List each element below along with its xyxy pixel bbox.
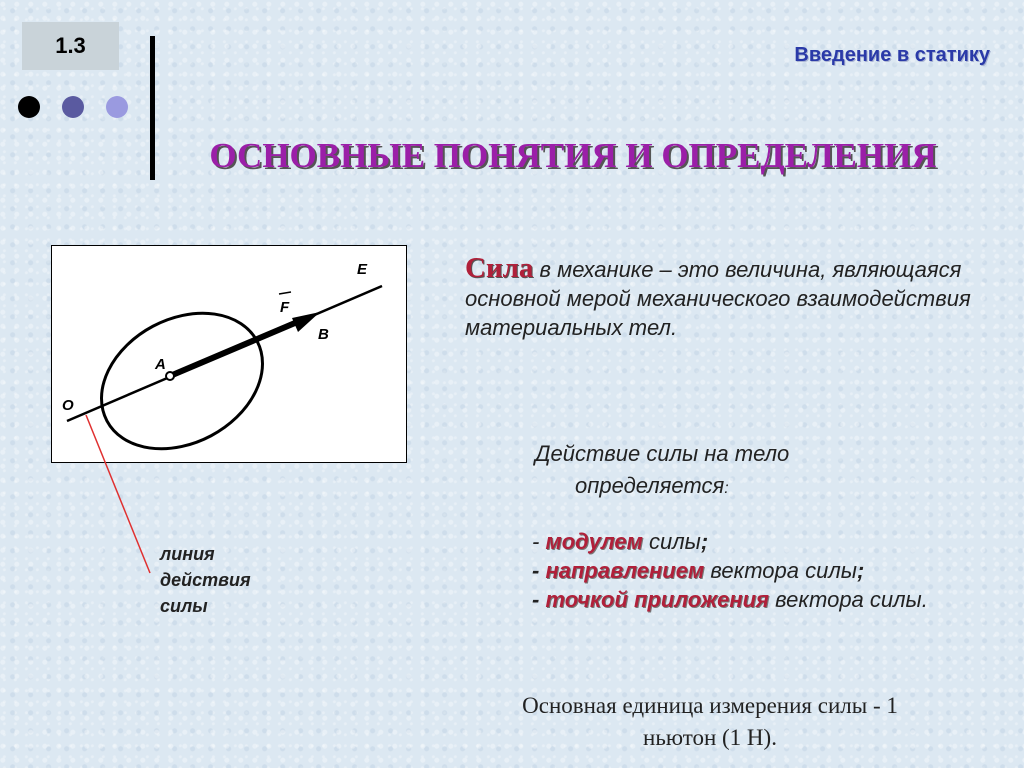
action-line-1: Действие силы на тело <box>535 441 790 466</box>
callout-line-3: силы <box>160 596 208 616</box>
action-line-2: определяется: <box>575 473 729 498</box>
slide-number: 1.3 <box>22 22 119 70</box>
unit-note-line-1: Основная единица измерения силы - 1 <box>522 693 898 718</box>
header-title: Введение в статику <box>794 44 990 66</box>
force-properties <box>532 527 1002 614</box>
definition-term: Сила <box>465 252 534 284</box>
main-title: ОСНОВНЫЕ ПОНЯТИЯ И ОПРЕДЕЛЕНИЯ <box>209 136 937 175</box>
callout-line <box>86 415 150 573</box>
callout-line-1: линия <box>160 544 215 564</box>
property-application-point: - точкой приложения вектора силы. <box>532 587 928 612</box>
unit-note <box>440 690 980 754</box>
property-direction: - направлением вектора силы; <box>532 558 865 583</box>
label-A: A <box>155 356 166 373</box>
label-E: E <box>357 261 368 278</box>
property-magnitude: - модулем силы; <box>532 529 709 554</box>
force-definition <box>465 254 985 342</box>
action-colon: : <box>724 480 729 497</box>
label-B: B <box>318 326 329 343</box>
label-F: F <box>280 299 290 316</box>
definition-text: в механике – это величина, являющаяся основной мерой механического взаимодействия материальных тел. <box>465 257 971 340</box>
action-heading <box>535 438 965 505</box>
label-O: O <box>62 397 74 414</box>
callout-line-2: действия <box>160 570 251 590</box>
unit-note-line-2: ньютон (1 Н). <box>643 725 777 750</box>
line-of-action-label <box>160 541 251 619</box>
